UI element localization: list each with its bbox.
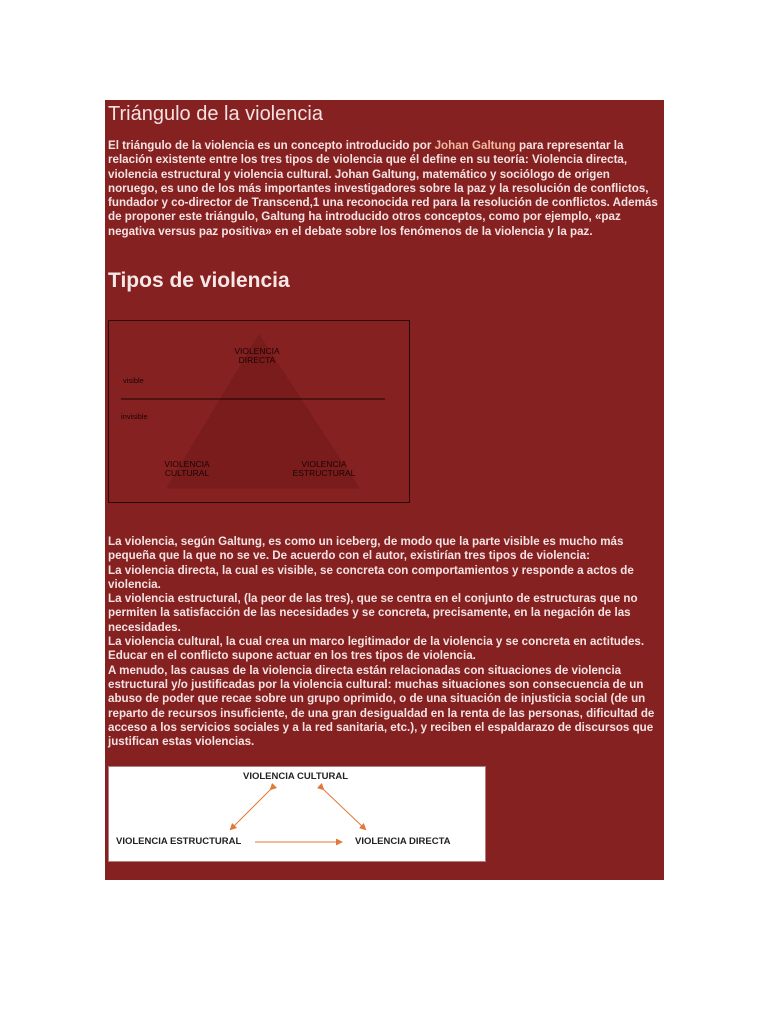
violence-triangle-figure: [108, 320, 410, 503]
triangle-left-label: [157, 460, 217, 478]
triangle-right-label-line2: ESTRUCTURAL: [292, 468, 356, 478]
body-paragraph: La violencia, según Galtung, es como un iceberg, de modo que la parte visible es mucho más pequeña que la que no se ve. De acuerdo con el autor, existirían tres tipos de violencia:: [108, 535, 624, 563]
page-title: Triángulo de la violencia: [108, 103, 323, 125]
document-panel: [105, 100, 664, 880]
arrow-cultural-directa: [323, 789, 365, 829]
cycle-right-label: VIOLENCIA DIRECTA: [355, 836, 451, 847]
cycle-top-label: VIOLENCIA CULTURAL: [243, 771, 349, 782]
body-paragraph: A menudo, las causas de la violencia directa están relacionadas con situaciones de violencia estructural y/o justificadas por la violencia cultural: muchas situaciones son consecuencia de un abuso de poder que recae sobre un grupo oprimido, o de una situación de injusticia social (de un reparto de recursos insuficiente, de una gran desigualdad en la renta de las personas, dificultad de acceso a los servicios sociales y a la red sanitaria, etc.), y reciben el espaldarazo de discursos que justifican estas violencias.: [108, 663, 655, 749]
cycle-left-label: VIOLENCIA ESTRUCTURAL: [116, 836, 242, 847]
intro-paragraph: [108, 139, 661, 239]
invisible-label: invisible: [121, 412, 148, 421]
triangle-right-label: [287, 460, 361, 478]
triangle-top-label: [227, 347, 287, 365]
arrow-cultural-estructural: [231, 789, 271, 829]
triangle-right-label-line1: VIOLENCIA: [301, 459, 347, 469]
body-text: [108, 535, 661, 749]
section-heading: Tipos de violencia: [108, 269, 290, 292]
body-paragraph: La violencia cultural, la cual crea un marco legitimador de la violencia y se concreta en actitudes. Educar en el conflicto supone actuar en los tres tipos de violencia.: [108, 635, 645, 663]
visible-label: visible: [123, 376, 144, 385]
intro-text-before-link: El triángulo de la violencia es un concepto introducido por: [108, 139, 435, 152]
triangle-top-label-line2: DIRECTA: [238, 355, 276, 365]
body-paragraph: La violencia directa, la cual es visible, se concreta con comportamientos y responde a actos de violencia.: [108, 563, 634, 591]
body-paragraph: La violencia estructural, (la peor de las tres), que se centra en el conjunto de estructuras que no permiten la satisfacción de las necesidades y se concreta, precisamente, en la negación de las necesidades.: [108, 592, 638, 634]
triangle-left-label-line2: CULTURAL: [164, 468, 210, 478]
triangle-left-label-line1: VIOLENCIA: [164, 459, 210, 469]
violence-cycle-figure: [108, 766, 486, 862]
triangle-top-label-line1: VIOLENCIA: [234, 346, 280, 356]
johan-galtung-link[interactable]: Johan Galtung: [434, 139, 516, 152]
intro-text-after-link: para representar la relación existente entre los tres tipos de violencia que él define en su teoría: Violencia directa, violencia estructural y violencia cultural. Johan Galtung, matemático y sociólogo de origen noruego, es uno de los más importantes investigadores sobre la paz y la resolución de conflictos, fundador y co-director de Transcend,1 una reconocida red para la resolución de conflictos. Además de proponer este triángulo, Galtung ha introducido otros conceptos, como por ejemplo, «paz negativa versus paz positiva» en el debate sobre los fenómenos de la violencia y la paz.: [108, 139, 658, 238]
